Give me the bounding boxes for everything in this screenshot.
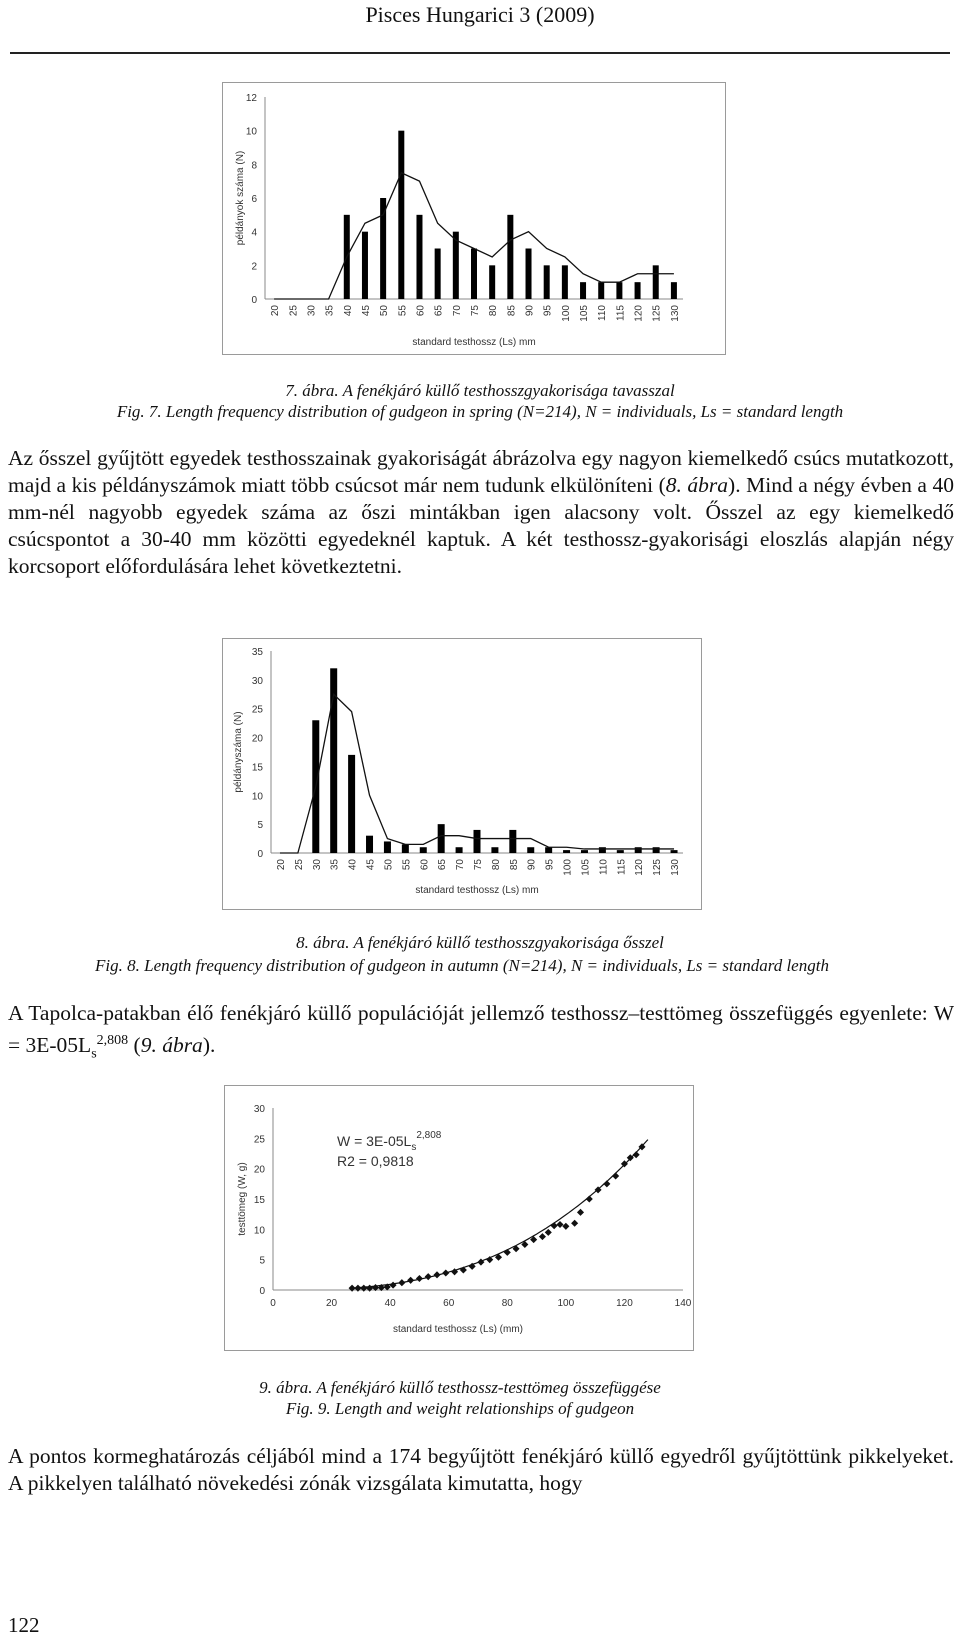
equation-label: $W = 3E-05L_s^{2,808}$ (337, 1130, 442, 1153)
data-point (586, 1195, 593, 1202)
data-point (545, 1229, 552, 1236)
data-point (603, 1180, 610, 1187)
data-point (633, 1151, 640, 1158)
bar (599, 847, 606, 853)
x-tick-label: 130 (669, 305, 681, 322)
x-tick-label: 20 (326, 1298, 338, 1309)
y-tick-label: 20 (253, 1164, 265, 1176)
y-tick-label: 35 (251, 647, 263, 658)
x-axis-title: standard testhossz (Ls) mm (412, 337, 536, 348)
bar (435, 249, 441, 300)
y-axis-title: példányszáma (N) (233, 711, 244, 793)
x-tick-label: 60 (419, 859, 431, 871)
bar (509, 830, 516, 853)
y-tick-label: 10 (251, 791, 263, 803)
y-tick-label: 25 (251, 704, 263, 716)
x-tick-label: 80 (488, 305, 500, 317)
figure-9-caption-hu: 9. ábra. A fenékjáró küllő testhossz-testtömeg összefüggése (259, 1378, 661, 1397)
figure-7-caption-hu: 7. ábra. A fenékjáró küllő testhosszgyakorisága tavasszal (285, 381, 675, 400)
x-tick-label: 70 (455, 859, 467, 871)
bar (384, 841, 391, 853)
y-tick-label: 15 (253, 1195, 265, 1206)
y-tick-label: 20 (251, 733, 263, 745)
x-tick-label: 20 (270, 305, 282, 317)
header-rule (10, 52, 950, 54)
x-tick-label: 120 (616, 1298, 633, 1309)
bar (366, 836, 373, 853)
data-point (577, 1209, 584, 1216)
figure-8-chart (223, 639, 701, 909)
x-tick-label: 125 (651, 305, 663, 322)
bar (580, 282, 586, 299)
y-tick-label: 30 (253, 1104, 265, 1115)
x-tick-label: 20 (275, 859, 287, 871)
data-point (477, 1259, 484, 1266)
x-tick-label: 100 (562, 859, 574, 876)
x-tick-label: 40 (384, 1298, 396, 1309)
data-point (571, 1220, 578, 1227)
paragraph-3: A pontos kormeghatározás céljából mind a 174 begyűjtött fenékjáró küllő egyedről gyűjtöttünk pikkelyeket. A pikkelyen található növekedési zónák vizsgálata kimutatta, hogy (8, 1444, 954, 1495)
y-tick-label: 5 (259, 1255, 265, 1267)
bar (544, 265, 550, 299)
x-tick-label: 0 (270, 1298, 276, 1309)
x-tick-label: 60 (443, 1298, 455, 1309)
data-point (433, 1271, 440, 1278)
x-tick-label: 45 (360, 305, 372, 317)
x-tick-label: 55 (401, 859, 413, 871)
bar (507, 215, 513, 299)
data-point (442, 1269, 449, 1276)
x-tick-label: 60 (415, 305, 427, 317)
x-tick-label: 95 (544, 859, 556, 871)
x-tick-label: 115 (616, 859, 628, 875)
bar (420, 847, 427, 853)
x-tick-label: 65 (433, 305, 445, 317)
bar (491, 847, 498, 853)
bar (562, 265, 568, 299)
y-tick-label: 4 (251, 227, 257, 239)
x-tick-label: 80 (490, 859, 502, 871)
paragraph-1 (8, 445, 954, 580)
bar (616, 282, 622, 299)
y-tick-label: 12 (245, 93, 257, 104)
x-tick-label: 85 (506, 305, 518, 317)
paragraph-2 (8, 1000, 954, 1067)
figure-7-chart (223, 83, 725, 354)
bar (563, 850, 570, 853)
data-point (504, 1249, 511, 1256)
page-number: 122 (8, 1613, 40, 1637)
trend-line (280, 694, 674, 853)
bar (362, 232, 368, 299)
data-point (398, 1279, 405, 1286)
paragraph-2-figure-ref: 9. ábra (140, 1033, 203, 1058)
y-axis-title: testtömeg (W, g) (237, 1162, 248, 1236)
x-tick-label: 75 (473, 859, 484, 871)
paragraph-1-text-a: Az ősszel gyűjtött egyedek testhosszainak gyakoriságát ábrázolva egy nagyon kiemelkedő csúcs mutatkozott, majd a kis példányszámok miatt több csúcsot már nem tudunk elkülöníteni ( (8, 446, 954, 497)
paragraph-2-superscript: 2,808 (96, 1033, 129, 1048)
bar (416, 215, 422, 299)
data-point (612, 1172, 619, 1179)
x-tick-label: 30 (306, 305, 318, 317)
x-tick-label: 120 (633, 305, 645, 322)
figure-9 (224, 1085, 694, 1351)
x-tick-label: 35 (324, 305, 336, 317)
bar (671, 850, 678, 853)
y-tick-label: 8 (251, 160, 257, 172)
x-tick-label: 55 (397, 305, 409, 317)
figure-9-caption-en: Fig. 9. Length and weight relationships of gudgeon (285, 1399, 635, 1418)
data-point (562, 1223, 569, 1230)
data-point (460, 1266, 467, 1273)
x-tick-label: 45 (365, 859, 377, 871)
x-tick-label: 100 (557, 1298, 575, 1309)
x-tick-label: 70 (451, 305, 463, 317)
x-tick-label: 90 (524, 305, 536, 317)
journal-header: Pisces Hungarici 3 (2009) (365, 2, 595, 27)
data-point (425, 1273, 432, 1280)
x-tick-label: 50 (379, 305, 391, 317)
figure-8 (222, 638, 702, 910)
x-axis-title: standard testhossz (Ls) mm (415, 885, 539, 896)
bar (653, 847, 660, 853)
bar (671, 282, 677, 299)
y-tick-label: 30 (251, 675, 263, 687)
data-point (416, 1275, 423, 1282)
paragraph-2-text-b: ( (128, 1033, 141, 1058)
y-tick-label: 6 (251, 194, 257, 205)
x-tick-label: 25 (293, 859, 305, 871)
x-tick-label: 30 (311, 859, 323, 871)
data-point (407, 1277, 414, 1284)
bar (380, 198, 386, 299)
y-tick-label: 15 (251, 762, 263, 774)
x-tick-label: 130 (670, 859, 682, 876)
paragraph-2-text-c: ). (202, 1033, 216, 1058)
x-tick-label: 125 (652, 859, 664, 876)
data-point (366, 1285, 373, 1292)
x-tick-label: 140 (674, 1298, 692, 1309)
y-axis-title: példányok száma (N) (235, 150, 246, 246)
paragraph-1-text-b: ). Mind a négy évben a 40 mm-nél nagyobb egyedek száma az őszi mintákban igen alacsony volt. Ősszel az egy kiemelkedő csúcspontot a 30-40 mm közötti egyedeknél kaptuk. A két testhossz-gyakorisági eloszlás alapján négy korcsoport előfordulására lehet következtetni. (8, 473, 954, 578)
bar (348, 755, 355, 853)
x-tick-label: 50 (383, 859, 395, 871)
x-tick-label: 80 (501, 1298, 513, 1309)
r2-label: R2 = 0,9818 (337, 1153, 414, 1169)
bar (617, 850, 624, 853)
x-tick-label: 40 (347, 859, 359, 871)
y-tick-label: 25 (253, 1134, 265, 1146)
data-point (390, 1282, 397, 1289)
y-tick-label: 0 (257, 849, 263, 860)
bar (456, 847, 463, 853)
x-tick-label: 105 (580, 859, 592, 876)
figure-8-caption-en: Fig. 8. Length frequency distribution of gudgeon in autumn (N=214), N = individuals, Ls = standard length (95, 956, 829, 975)
bar (598, 282, 604, 299)
x-tick-label: 65 (437, 859, 449, 871)
x-tick-label: 105 (579, 305, 591, 322)
bar (635, 282, 641, 299)
bar (545, 847, 552, 853)
x-tick-label: 115 (615, 305, 627, 321)
x-axis-title: standard testhossz (Ls) (mm) (392, 1324, 524, 1335)
x-tick-label: 35 (329, 859, 341, 871)
x-tick-label: 25 (288, 305, 300, 317)
bar (527, 847, 534, 853)
x-tick-label: 85 (508, 859, 520, 871)
x-tick-label: 120 (634, 859, 646, 876)
x-tick-label: 110 (598, 859, 610, 875)
bar (635, 847, 642, 853)
y-tick-label: 2 (251, 261, 257, 273)
x-tick-label: 100 (560, 305, 572, 322)
paragraph-1-figure-ref: 8. ábra (665, 473, 729, 497)
bar (653, 265, 659, 299)
y-tick-label: 10 (253, 1225, 265, 1237)
figure-8-caption-hu: 8. ábra. A fenékjáró küllő testhosszgyakorisága ősszel (296, 933, 664, 952)
bar (489, 265, 495, 299)
data-point (539, 1233, 546, 1240)
figure-7-caption-en: Fig. 7. Length frequency distribution of gudgeon in spring (N=214), N = individuals, Ls = standard length (116, 402, 844, 421)
bar (471, 249, 477, 300)
x-tick-label: 40 (342, 305, 354, 317)
paragraph-2-subscript: s (91, 1046, 97, 1062)
bar (402, 844, 409, 853)
paragraph-2-text-a: A Tapolca-patakban élő fenékjáró küllő populációját jellemző testhossz–testtömeg összefüggés egyenlete: W = 3E-05L (8, 1001, 954, 1058)
figure-7 (222, 82, 726, 355)
y-tick-label: 0 (259, 1286, 265, 1297)
y-tick-label: 10 (245, 126, 257, 138)
y-tick-label: 0 (251, 295, 257, 306)
x-tick-label: 75 (470, 305, 481, 317)
x-tick-label: 90 (526, 859, 538, 871)
bar (474, 830, 481, 853)
y-tick-label: 5 (257, 820, 263, 832)
bar (398, 131, 404, 299)
bar (581, 850, 588, 853)
figure-9-chart (225, 1086, 693, 1350)
bar (526, 249, 532, 300)
data-point (556, 1221, 563, 1228)
bar (438, 824, 445, 853)
x-tick-label: 110 (597, 305, 609, 321)
x-tick-label: 95 (542, 305, 554, 317)
data-point (551, 1222, 558, 1229)
